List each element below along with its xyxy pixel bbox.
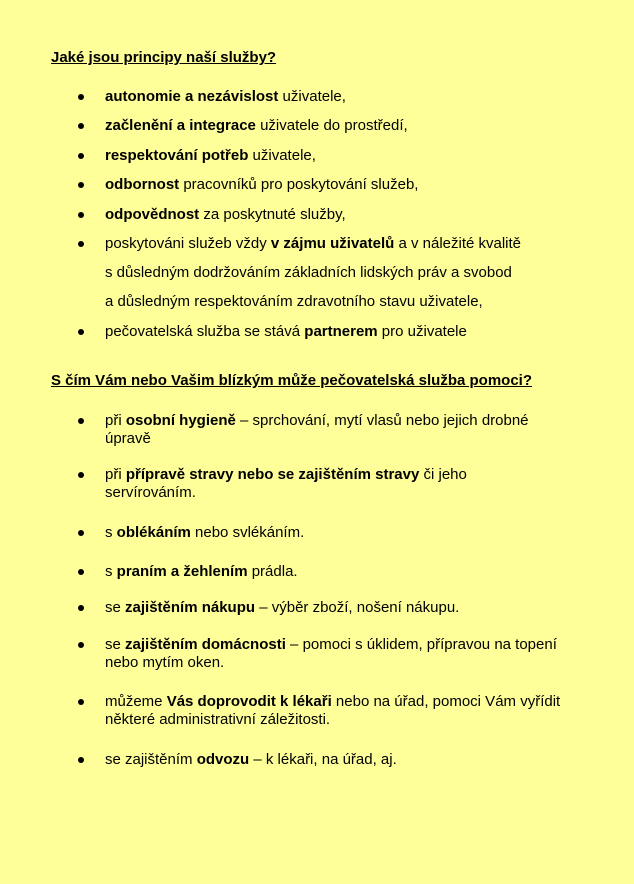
bullet-icon — [78, 605, 84, 611]
text-phrase: při — [105, 412, 126, 429]
principle-item-text — [105, 88, 610, 106]
principle-item-text — [105, 206, 610, 224]
section-1-heading: Jaké jsou principy naší služby? — [51, 49, 277, 66]
text-phrase: – k lékaři, na úřad, aj. — [249, 751, 397, 768]
service-item-text — [105, 524, 610, 542]
text-phrase: prádla. — [247, 563, 298, 580]
principle-item-continuation: s důsledným dodržováním základních lidských práv a svobod — [105, 264, 512, 281]
bullet-icon — [78, 212, 84, 218]
bold-phrase: přípravě stravy nebo se zajištěním stravy — [125, 466, 420, 483]
text-phrase: se — [105, 636, 126, 653]
bold-phrase: odbornost — [105, 176, 180, 193]
text-phrase: úpravě — [105, 430, 151, 447]
text-phrase: se zajištěním — [105, 751, 197, 768]
service-item-text — [105, 484, 610, 502]
text-phrase: pečovatelská služba se stává — [105, 323, 305, 340]
bullet-icon — [78, 472, 84, 478]
service-item-text — [105, 693, 610, 711]
bullet-icon — [78, 329, 84, 335]
bold-phrase: partnerem — [304, 323, 378, 340]
text-phrase: při — [105, 466, 126, 483]
text-phrase: pracovníků pro poskytování služeb, — [179, 176, 419, 193]
text-phrase: uživatele, — [248, 147, 316, 164]
bullet-icon — [78, 182, 84, 188]
bullet-icon — [78, 699, 84, 705]
bold-phrase: začlenění a integrace — [105, 117, 256, 134]
service-item-text — [105, 412, 610, 430]
text-phrase: se — [105, 599, 126, 616]
text-phrase: nebo mytím oken. — [105, 654, 225, 671]
text-phrase: s — [105, 563, 117, 580]
text-phrase: a v náležité kvalitě — [394, 235, 522, 252]
bold-phrase: respektování potřeb — [105, 147, 249, 164]
bullet-icon — [78, 569, 84, 575]
bold-phrase: zajištěním domácnosti — [125, 636, 286, 653]
text-phrase: či jeho — [419, 466, 467, 483]
principle-item-text — [105, 235, 610, 253]
bold-phrase: zajištěním nákupu — [125, 599, 256, 616]
service-item-text — [105, 466, 610, 484]
section-2-heading: S čím Vám nebo Vašim blízkým může pečovatelská služba pomoci? — [51, 372, 533, 389]
text-phrase: uživatele do prostředí, — [255, 117, 408, 134]
bold-phrase: odvozu — [196, 751, 250, 768]
principle-item-text — [105, 176, 610, 194]
bullet-icon — [78, 530, 84, 536]
text-phrase: za poskytnuté služby, — [199, 206, 346, 223]
principle-item-text — [105, 323, 610, 341]
bullet-icon — [78, 123, 84, 129]
bold-phrase: autonomie a nezávislost — [105, 88, 279, 105]
principle-item-text — [105, 117, 610, 135]
bullet-icon — [78, 94, 84, 100]
bullet-icon — [78, 757, 84, 763]
service-item-text — [105, 599, 610, 617]
bullet-icon — [78, 418, 84, 424]
text-phrase: nebo na úřad, pomoci Vám vyřídit — [331, 693, 561, 710]
service-item-text — [105, 563, 610, 581]
bold-phrase: Vás doprovodit k lékaři — [166, 693, 332, 710]
bold-phrase: v zájmu uživatelů — [270, 235, 395, 252]
text-phrase: – sprchování, mytí vlasů nebo jejich drobné — [235, 412, 529, 429]
bold-phrase: praním a žehlením — [116, 563, 248, 580]
text-phrase: – pomoci s úklidem, přípravou na topení — [285, 636, 557, 653]
text-phrase: servírováním. — [105, 484, 196, 501]
principle-item-continuation: a důsledným respektováním zdravotního stavu uživatele, — [105, 293, 483, 310]
text-phrase: nebo svlékáním. — [190, 524, 305, 541]
principle-item-text — [105, 147, 610, 165]
bold-phrase: oblékáním — [116, 524, 191, 541]
service-item-text — [105, 711, 610, 729]
text-phrase: poskytováni služeb vždy — [105, 235, 271, 252]
service-item-text — [105, 654, 610, 672]
service-item-text — [105, 751, 610, 769]
bullet-icon — [78, 642, 84, 648]
text-phrase: můžeme — [105, 693, 167, 710]
service-item-text — [105, 636, 610, 654]
bullet-icon — [78, 153, 84, 159]
text-phrase: s — [105, 524, 117, 541]
bold-phrase: osobní hygieně — [125, 412, 236, 429]
service-item-text — [105, 430, 610, 448]
bold-phrase: odpovědnost — [105, 206, 200, 223]
bullet-icon — [78, 241, 84, 247]
text-phrase: – výběr zboží, nošení nákupu. — [255, 599, 460, 616]
text-phrase: uživatele, — [278, 88, 346, 105]
text-phrase: některé administrativní záležitosti. — [105, 711, 331, 728]
text-phrase: pro uživatele — [377, 323, 467, 340]
